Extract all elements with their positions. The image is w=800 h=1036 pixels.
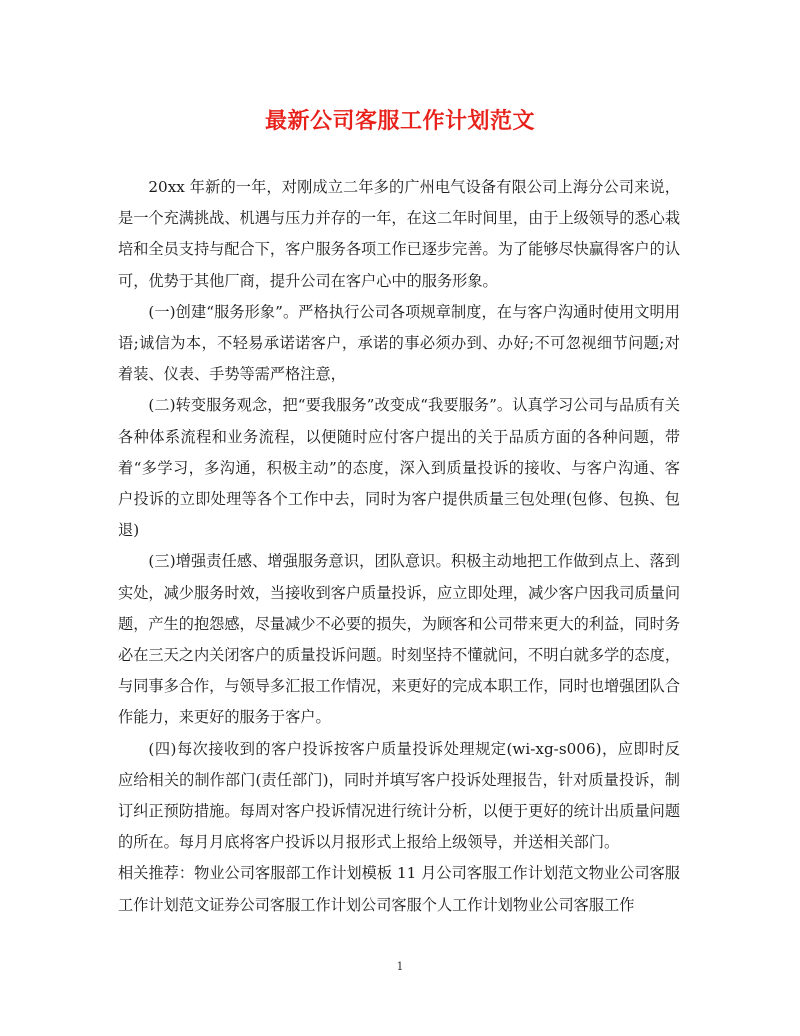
document-body bbox=[118, 172, 680, 921]
paragraph-service-concept: (二)转变服务观念，把“要我服务”改变成“我要服务”。认真学习公司与品质有关各种体系流程和业务流程，以便随时应付客户提出的关于品质方面的各种问题，带着“多学习，多沟通，积极主动”的态度，深入到质量投诉的接收、与客户沟通、客户投诉的立即处理等各个工作中去，同时为客户提供质量三包处理(包修、包换、包退) bbox=[118, 396, 680, 540]
related-recommendations: 相关推荐：物业公司客服部工作计划模板 11 月公司客服工作计划范文物业公司客服工作计划范文证券公司客服工作计划公司客服个人工作计划物业公司客服工作 bbox=[118, 864, 680, 914]
paragraph-service-image: (一)创建“服务形象”。严格执行公司各项规章制度，在与客户沟通时使用文明用语;诚信为本，不轻易承诺诺客户，承诺的事必须办到、办好;不可忽视细节问题;对着装、仪表、手势等需严格注意， bbox=[118, 302, 680, 384]
paragraph-complaint-handling: (四)每次接收到的客户投诉按客户质量投诉处理规定(wi-xg-s006)，应即时反应给相关的制作部门(责任部门)，同时并填写客户投诉处理报告，针对质量投诉，制订纠正预防措施。每周对客户投诉情况进行统计分析，以便于更好的统计出质量问题的所在。每月月底将客户投诉以月报形式上报给上级领导，并送相关部门。 bbox=[118, 739, 680, 852]
document-title: 最新公司客服工作计划范文 bbox=[264, 109, 535, 134]
paragraph-responsibility: (三)增强责任感、增强服务意识，团队意识。积极主动地把工作做到点上、落到实处，减少服务时效，当接收到客户质量投诉，应立即处理，减少客户因我司质量问题，产生的抱怨感，尽量减少不必要的损失，为顾客和公司带来更大的利益，同时务必在三天之内关闭客户的质量投诉问题。时刻坚持不懂就问，不明白就多学的态度，与同事多合作，与领导多汇报工作情况，来更好的完成本职工作，同时也增强团队合作能力，来更好的服务于客户。 bbox=[118, 552, 680, 727]
paragraph-intro: 20xx 年新的一年，对刚成立二年多的广州电气设备有限公司上海分公司来说，是一个充满挑战、机遇与压力并存的一年，在这二年时间里，由于上级领导的悉心栽培和全员支持与配合下，客户服务各项工作已逐步完善。为了能够尽快赢得客户的认可，优势于其他厂商，提升公司在客户心中的服务形象。 bbox=[118, 178, 680, 290]
page-number: 1 bbox=[396, 960, 404, 973]
